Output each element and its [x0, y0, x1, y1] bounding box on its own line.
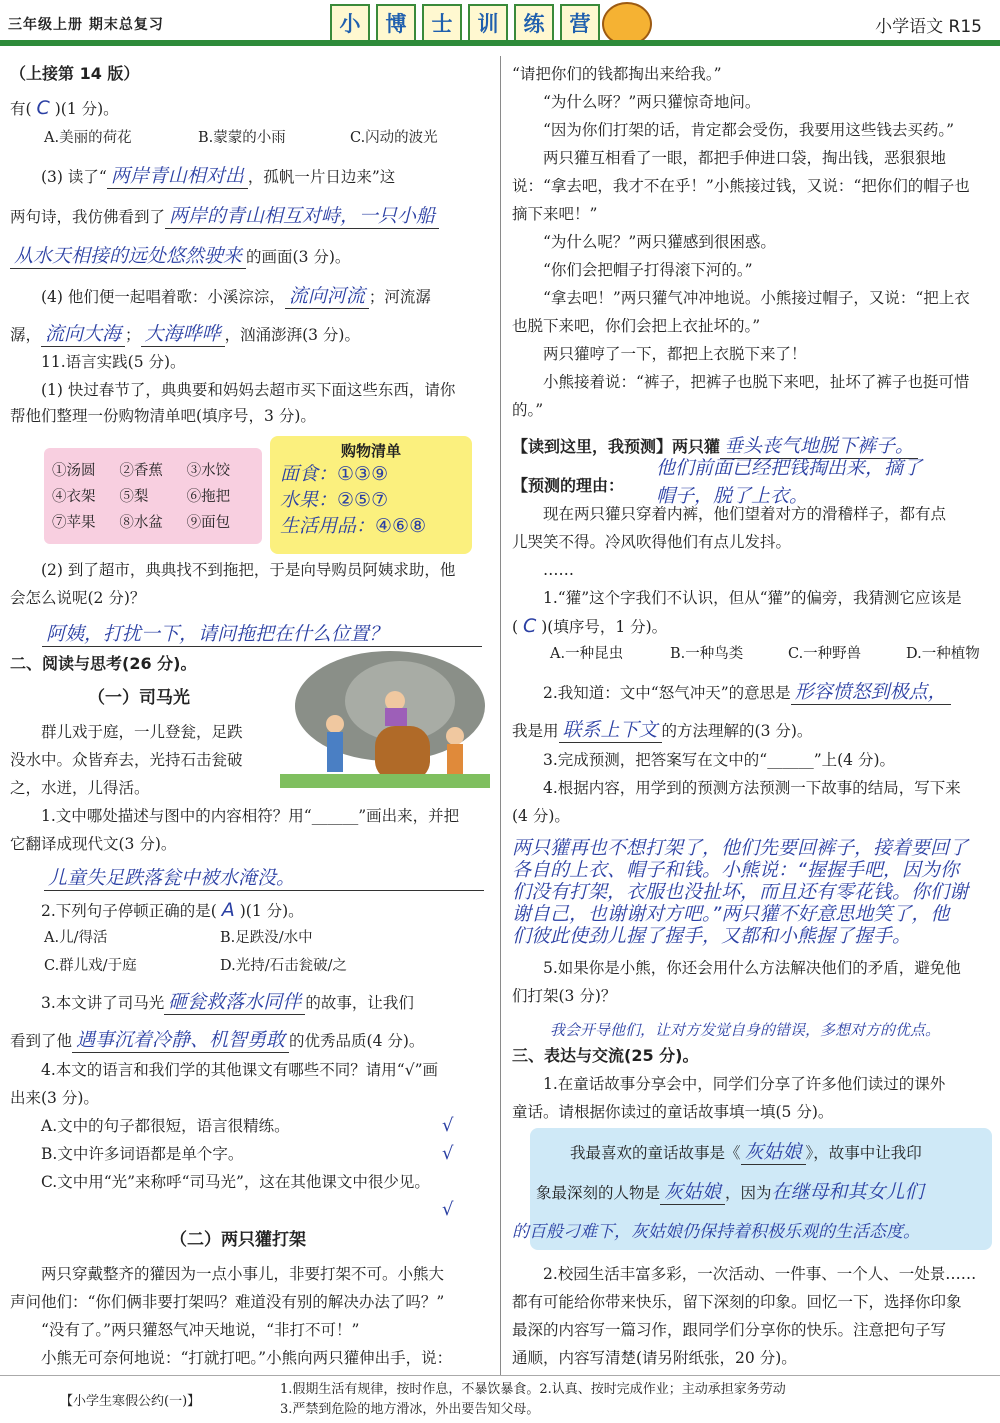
- rq1-option: C.一种野兽: [788, 646, 862, 662]
- q3-text: (3) 读了“: [41, 168, 107, 186]
- box-text: ，因为: [725, 1184, 772, 1202]
- r1-text-b: 它翻译成现代文(3 分)。: [10, 835, 177, 853]
- r1-text: 1.文中哪处描述与图中的内容相符？用“______”画出来，并把: [41, 807, 460, 825]
- box-text: 象最深刻的人物是: [536, 1184, 661, 1202]
- grade-label: 三年级上册 期末总复习: [8, 17, 164, 33]
- column-divider: [500, 56, 501, 1376]
- r2-tail: )(1 分)。: [239, 902, 304, 920]
- q2-option-c: C.闪动的波光: [350, 130, 438, 146]
- section-2-heading: 二、阅读与思考(26 分)。: [10, 654, 197, 673]
- footer-rules: [280, 1380, 786, 1420]
- q3-answer-3: 从水天相接的远处悠然驶来: [10, 244, 246, 269]
- reason-label: 【预测的理由：: [512, 476, 625, 495]
- q3-text-d: 的画面(3 分)。: [246, 248, 351, 266]
- reason-answer-2: 帽子，脱了上衣。: [656, 485, 809, 507]
- rq4-text: 4.根据内容，用学到的预测方法预测一下故事的结局，写下来: [543, 779, 961, 797]
- passage-1-line: [10, 720, 243, 744]
- footer-label: 【小学生寒假公约(一)】: [60, 1394, 201, 1409]
- item: ⑦苹果: [52, 515, 96, 531]
- item: ⑧水盆: [119, 515, 163, 531]
- rq1-answer: C: [523, 615, 537, 637]
- item: ①汤圆: [52, 463, 96, 479]
- q11-2-answer-text: 阿姨，打扰一下，请问拖把在什么位置？: [42, 622, 482, 647]
- passage-1-text: 群儿戏于庭，一儿登瓮，足跌: [41, 723, 243, 741]
- q2-option-b: B.蒙蒙的小雨: [198, 130, 286, 146]
- check-mark-icon: √: [442, 1115, 454, 1136]
- q11-2-text: (2) 到了超市，典典找不到拖把，于是向导购员阿姨求助，他: [41, 561, 456, 579]
- q4-answer-1: 流向河流: [285, 284, 369, 309]
- q3-line-2: [10, 204, 439, 229]
- rq4-text-b: (4 分)。: [512, 807, 570, 825]
- q4-text-e: ，汹涌澎湃(3 分)。: [224, 326, 360, 344]
- r2-option: A.儿/得活: [44, 930, 108, 946]
- subject-page-label: 小学语文 R15: [875, 17, 982, 37]
- story-line: “为什么呢？”两只獾感到很困惑。: [543, 233, 776, 251]
- item: ②香蕉: [119, 463, 163, 479]
- r4-text-b: 出来(3 分)。: [10, 1089, 99, 1107]
- r2-option: D.光持/石击瓮破/之: [220, 958, 347, 974]
- rq1-text: 1.“獾”这个字我们不认识，但从“獾”的偏旁，我猜测它应该是: [543, 589, 962, 607]
- e2-text: 最深的内容写一篇习作，跟同学们分享你的快乐。注意把句子写: [512, 1321, 947, 1339]
- ellipsis: ……: [543, 561, 574, 579]
- story-line: “没有了。”两只獾怒气冲天地说，“非打不可！”: [41, 1321, 360, 1339]
- e1-text: 1.在童话故事分享会中，同学们分享了许多他们读过的课外: [543, 1075, 946, 1093]
- q4-answer-3: 大海哗哗: [141, 322, 225, 347]
- header-divider: [0, 40, 1000, 46]
- r4-option: A.文中的句子都很短，语言很精练。: [41, 1117, 290, 1135]
- r2-option: C.群儿戏/于庭: [44, 958, 137, 974]
- shopping-items-box: [44, 448, 262, 544]
- passage-2-title: （二）两只獾打架: [170, 1230, 306, 1250]
- r2-text: 2.下列句子停顿正确的是(: [41, 902, 217, 920]
- rq2-text-c: 的方法理解的(3 分)。: [661, 722, 813, 740]
- story-line: 摘下来吧！”: [512, 205, 598, 223]
- r1-answer-text: 儿童失足跌落瓮中被水淹没。: [44, 866, 484, 891]
- reason-line: [512, 474, 624, 498]
- box-answer-reason-2: 的百般刁难下，灰姑娘仍保持着积极乐观的生活态度。: [512, 1222, 920, 1242]
- rq1-tail: )(填序号，1 分)。: [541, 618, 668, 636]
- check-mark-icon: √: [442, 1199, 454, 1220]
- reason-answer-1: 他们前面已经把钱掏出来，摘了: [656, 457, 923, 479]
- shopping-list: [270, 436, 472, 554]
- r3-answer-1: 砸瓮救落水同伴: [164, 990, 305, 1015]
- rq5-answer: 我会开导他们，让对方发觉自身的错误，多想对方的优点。: [550, 1021, 941, 1039]
- q2-line: [10, 96, 119, 121]
- q3-answer-1: 两岸青山相对出: [107, 164, 248, 189]
- continued-note: （上接第 14 版）: [10, 64, 140, 83]
- story-line: 的。”: [512, 401, 544, 419]
- story-line: 现在两只獾只穿着内裤，他们望着对方的滑稽样子，都有点: [543, 505, 947, 523]
- rq4-answer-line: 们彼此使劲儿握了握手，又都和小熊握了握手。: [512, 925, 912, 947]
- rq1-option: A.一种昆虫: [550, 646, 624, 662]
- q11-1-text: (1) 快过春节了，典典要和妈妈去超市买下面这些东西，请你: [41, 381, 456, 399]
- r3-answer-2: 遇事沉着冷静、机智勇敢: [72, 1028, 289, 1053]
- box-answer-title: 灰姑娘: [741, 1140, 806, 1165]
- banner-tile: 练: [514, 4, 554, 42]
- passage-1-title: （一）司马光: [88, 688, 190, 708]
- rq2-answer-1: 形容愤怒到极点，: [791, 680, 951, 705]
- page-footer: [0, 1375, 1000, 1423]
- story-line: 也脱下来吧，你们会把上衣扯坏的。”: [512, 317, 761, 335]
- passage-1-text: 之，水迸，儿得活。: [10, 779, 150, 797]
- item: ⑤梨: [119, 489, 149, 505]
- story-line: 说：“拿去吧，我才不在乎！”小熊接过钱，又说：“把你们的帽子也: [512, 177, 970, 195]
- story-line: 声问他们：“你们俩非要打架吗？难道没有别的解决办法了吗？”: [10, 1293, 445, 1311]
- rq2-text-b: 我是用: [512, 722, 559, 740]
- rq5-text: 5.如果你是小熊，你还会用什么方法解决他们的矛盾，避免他: [543, 959, 961, 977]
- list-row: 面食：①③⑨: [280, 463, 389, 485]
- item: ⑨面包: [186, 515, 231, 531]
- rq1-line: [512, 614, 667, 639]
- rq3-text: 3.完成预测，把答案写在文中的“______”上(4 分)。: [543, 751, 896, 769]
- rq2-line-2: [512, 718, 812, 743]
- banner-tile: 博: [376, 4, 416, 42]
- q11-2-text-b: 会怎么说呢(2 分)？: [10, 589, 146, 607]
- r3-text: 3.本文讲了司马光: [41, 994, 165, 1012]
- rq5-text-b: 们打架(3 分)？: [512, 987, 617, 1005]
- q3-line-3: [10, 244, 350, 269]
- r3-line-2: [10, 1028, 424, 1053]
- r1-answer: [44, 866, 484, 891]
- q11-1-text-b: 帮他们整理一份购物清单吧(填序号，3 分)。: [10, 407, 316, 425]
- page-header: [0, 0, 1000, 52]
- story-line: 儿哭笑不得。冷风吹得他们有点儿发抖。: [512, 533, 792, 551]
- q2-tail: )(1 分)。: [54, 100, 119, 118]
- story-line: 小熊接着说：“裤子，把裤子也脱下来吧，扯坏了裤子也挺可惜: [543, 373, 970, 391]
- q11-heading: 11.语言实践(5 分)。: [41, 353, 186, 371]
- q4-line: [10, 284, 431, 309]
- r2-line: [10, 898, 304, 923]
- box-answer-reason: 在继母和其女儿们: [771, 1181, 924, 1203]
- rq4-answer-line: 谢自己，也谢谢对方吧。”两只獾不好意思地笑了，他: [512, 903, 950, 925]
- q3-answer-2: 两岸的青山相互对峙，一只小船: [165, 204, 439, 229]
- rq1-option: D.一种植物: [906, 646, 980, 662]
- e2-text: 都有可能给你带来快乐，留下深刻的印象。回忆一下，选择你印象: [512, 1293, 962, 1311]
- r4-text: 4.本文的语言和我们学的其他课文有哪些不同？请用“√”画: [41, 1061, 439, 1079]
- q11-2-answer: [42, 622, 482, 647]
- rq1-option: B.一种鸟类: [670, 646, 744, 662]
- section-3-heading: 三、表达与交流(25 分)。: [512, 1046, 699, 1065]
- story-line: 两只獾互相看了一眼，都把手伸进口袋，掏出钱，恶狠狠地: [543, 149, 947, 167]
- passage-1-line: [10, 776, 150, 800]
- footer-rule: 3.严禁到危险的地方滑冰，外出要告知父母。: [280, 1402, 540, 1417]
- e1-text-b: 童话。请根据你读过的童话故事填一填(5 分)。: [512, 1103, 834, 1121]
- rq2-line: [512, 680, 951, 705]
- r2-answer: A: [221, 899, 235, 921]
- story-line: “拿去吧！”两只獾气冲冲地说。小熊接过帽子，又说：“把上衣: [543, 289, 970, 307]
- q4-text-d: ；: [125, 326, 141, 344]
- rq4-answer-line: 两只獾再也不想打架了，他们先要回裤子，接着要回了: [512, 837, 969, 859]
- q4-text: (4) 他们便一起唱着歌：小溪淙淙，: [41, 288, 285, 306]
- list-row: 生活用品：④⑥⑧: [280, 515, 427, 537]
- story-line: “因为你们打架的话，肯定都会受伤，我要用这些钱去买药。”: [543, 121, 955, 139]
- q4-text-b: ；河流潺: [368, 288, 431, 306]
- story-line: “你们会把帽子打得滚下河的。”: [543, 261, 753, 279]
- e2-text: 2.校园生活丰富多彩，一次活动、一件事、一个人、一处景……: [543, 1265, 977, 1283]
- story-line: 小熊无可奈何地说：“打就打吧。”小熊向两只獾伸出手，说：: [41, 1349, 453, 1367]
- box-text: 》，故事中让我印: [805, 1144, 922, 1162]
- q3-text-b: ，孤帆一片日边来”这: [247, 168, 396, 186]
- rq4-answer-line: 各自的上衣、帽子和钱。小熊说：“握握手吧，因为你: [512, 859, 959, 881]
- e2-text: 通顺，内容写清楚(请另附纸张，20 分)。: [512, 1349, 797, 1367]
- q2-option-a: A.美丽的荷花: [44, 130, 132, 146]
- box-line-2: [536, 1180, 924, 1205]
- q3-line: [10, 164, 395, 189]
- banner: [330, 4, 600, 42]
- r2-option: B.足跌没/水中: [220, 930, 313, 946]
- passage-1-text: 没水中。众皆弃去，光持石击瓮破: [10, 751, 243, 769]
- q4-answer-2: 流向大海: [41, 322, 125, 347]
- q4-text-c: 潺，: [10, 326, 42, 344]
- item: ③水饺: [186, 463, 231, 479]
- r4-option: B.文中许多词语都是单个字。: [41, 1145, 244, 1163]
- prediction-label: 【读到这里，我预测】两只獾: [512, 437, 721, 456]
- r3-line: [10, 990, 414, 1015]
- q3-text-c: 两句诗，我仿佛看到了: [10, 208, 166, 226]
- fairy-tale-box: [512, 1128, 992, 1250]
- q4-line-2: [10, 322, 360, 347]
- story-line: 两只穿戴整齐的獾因为一点小事儿，非要打架不可。小熊大: [41, 1265, 445, 1283]
- story-line: “为什么呀？”两只獾惊奇地问。: [543, 93, 761, 111]
- box-line-1: [570, 1140, 922, 1165]
- banner-tile: 小: [330, 4, 370, 42]
- passage-1-line: [10, 748, 243, 772]
- banner-tile: 士: [422, 4, 462, 42]
- prediction-answer: 垂头丧气地脱下裤子。: [720, 434, 918, 459]
- story-line: “请把你们的钱都掏出来给我。”: [512, 65, 722, 83]
- check-mark-icon: √: [442, 1143, 454, 1164]
- rq4-answer-line: 们没有打架，衣服也没扯坏，而且还有零花钱。你们谢: [512, 881, 969, 903]
- shopping-list-title: 购物清单: [340, 442, 401, 460]
- item: ⑥拖把: [186, 489, 231, 505]
- rq2-answer-2: 联系上下文: [559, 718, 662, 743]
- box-text: 我最喜欢的童话故事是《: [570, 1144, 741, 1162]
- q2-text: 有(: [10, 100, 32, 118]
- box-answer-character: 灰姑娘: [660, 1180, 725, 1205]
- q2-answer: C: [36, 97, 50, 119]
- footer-rule: 1.假期生活有规律，按时作息，不暴饮暴食。2.认真、按时完成作业；主动承担家务劳动: [280, 1382, 786, 1397]
- banner-tile: 训: [468, 4, 508, 42]
- r3-text-b: 的故事，让我们: [305, 994, 414, 1012]
- item: ④衣架: [52, 489, 96, 505]
- banner-tile: 营: [560, 4, 600, 42]
- r3-text-c: 看到了他: [10, 1032, 73, 1050]
- rq1-paren: (: [512, 618, 519, 636]
- story-line: 两只獾哼了一下，都把上衣脱下来了！: [543, 345, 807, 363]
- list-row: 水果：②⑤⑦: [280, 489, 389, 511]
- rq2-text: 2.我知道：文中“怒气冲天”的意思是: [543, 684, 791, 702]
- r4-option: C.文中用“光”来称呼“司马光”，这在其他课文中很少见。: [41, 1173, 430, 1191]
- sima-guang-illustration-icon: [280, 646, 490, 788]
- r3-text-d: 的优秀品质(4 分)。: [289, 1032, 425, 1050]
